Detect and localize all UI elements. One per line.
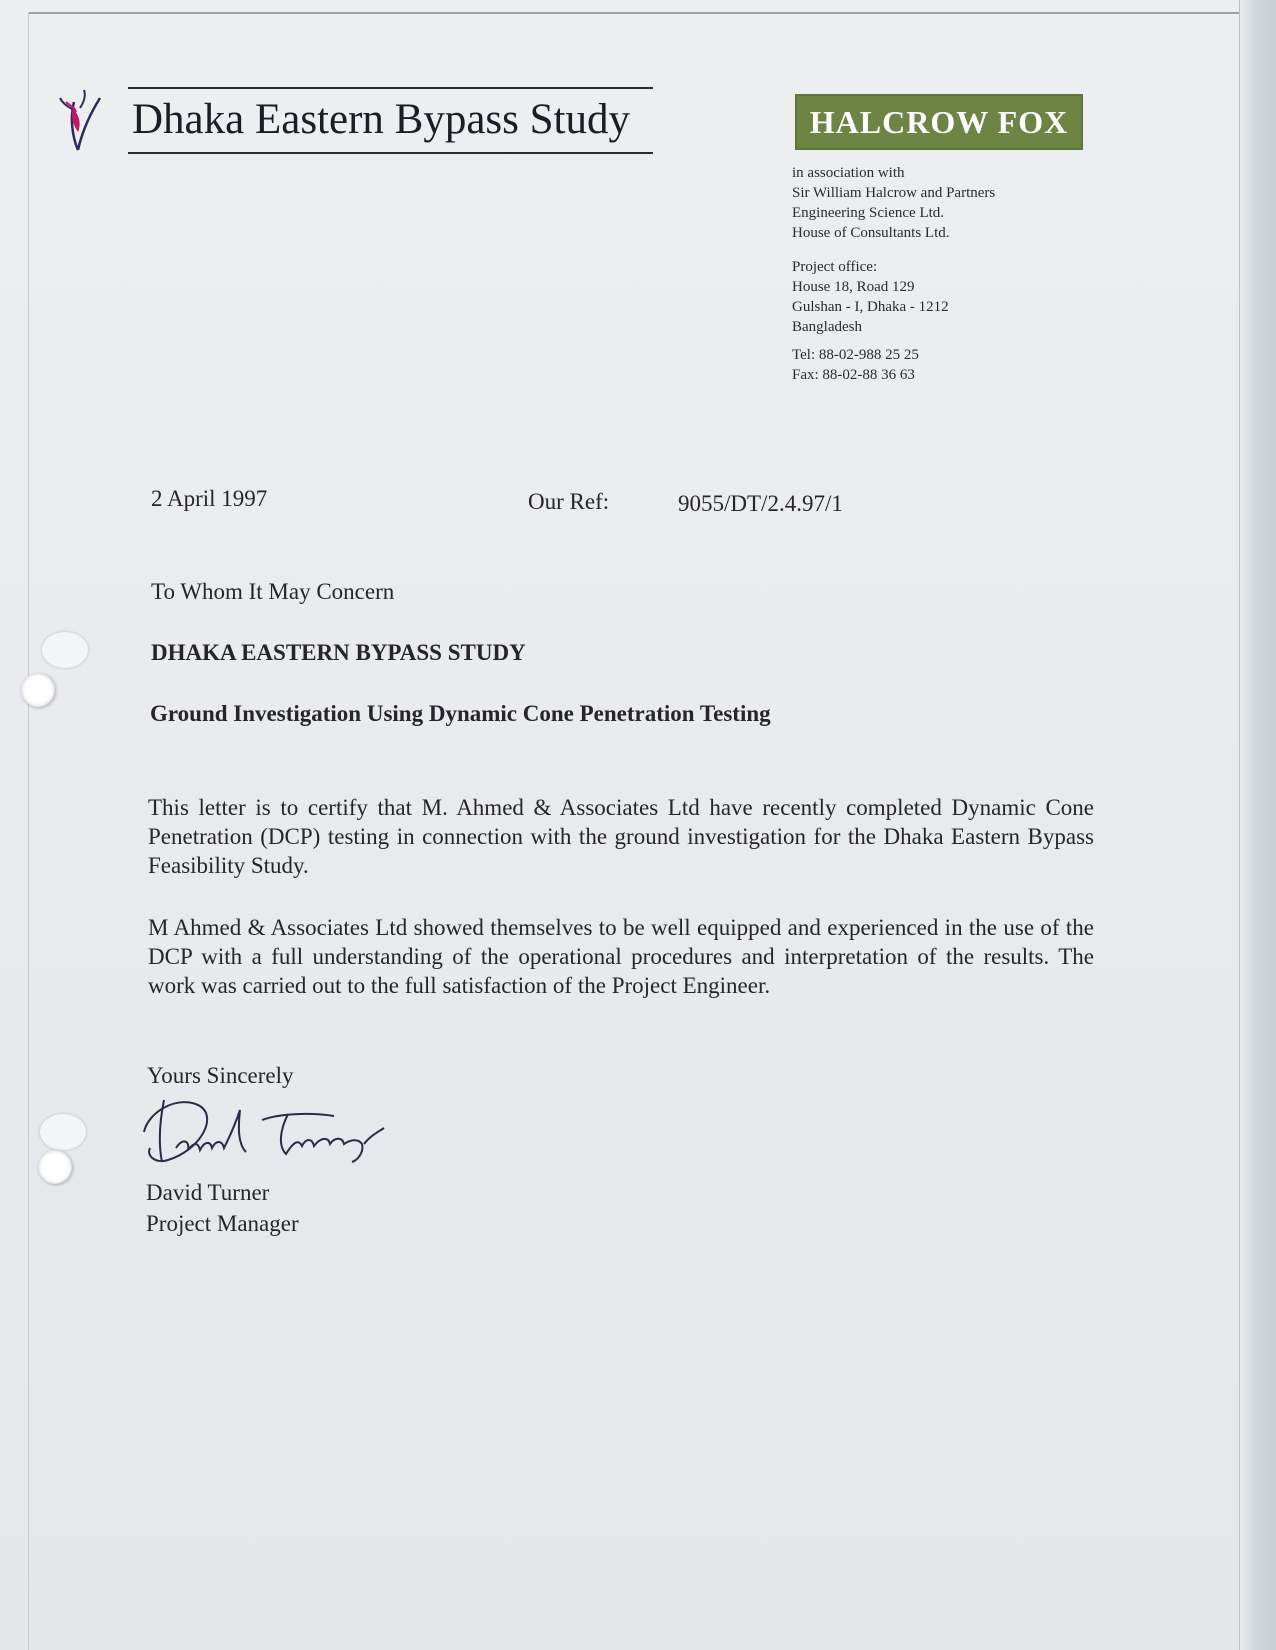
study-title: Dhaka Eastern Bypass Study	[132, 96, 631, 143]
letter-subheading: Ground Investigation Using Dynamic Cone Penetration Testing	[150, 701, 771, 726]
punch-hole	[21, 673, 55, 707]
closing: Yours Sincerely	[147, 1063, 294, 1088]
salutation: To Whom It May Concern	[151, 579, 395, 604]
letter-date: 2 April 1997	[151, 486, 268, 511]
phone-line: Tel: 88-02-988 25 25	[792, 347, 919, 363]
office-line: Bangladesh	[792, 319, 862, 335]
fax-line: Fax: 88-02-88 36 63	[792, 367, 915, 383]
association-line: in association with	[792, 165, 905, 181]
reference-value: 9055/DT/2.4.97/1	[678, 491, 843, 516]
page-top-edge	[28, 12, 1240, 14]
punch-hole-chip	[42, 632, 88, 668]
body-paragraph: M Ahmed & Associates Ltd showed themselves to be well equipped and experienced in the use of the DCP with a full understanding of the operational procedures and interpretation of the results. The work was carried out to the full satisfaction of the Project Engineer.	[148, 915, 1094, 998]
title-rule-top	[128, 87, 653, 89]
page-left-edge	[28, 12, 29, 1650]
body-paragraph: This letter is to certify that M. Ahmed & Associates Ltd have recently completed Dynamic Cone Penetration (DCP) testing in connection with the ground investigation for the Dhaka Eastern Bypass Feasibility Study.	[148, 795, 1094, 878]
association-line: House of Consultants Ltd.	[792, 225, 950, 241]
letter-heading: DHAKA EASTERN BYPASS STUDY	[151, 640, 526, 665]
office-line: Project office:	[792, 259, 878, 275]
signatory-title: Project Manager	[146, 1211, 299, 1236]
association-line: Engineering Science Ltd.	[792, 205, 945, 221]
signatory-name: David Turner	[146, 1180, 270, 1205]
signature	[138, 1092, 398, 1172]
page-right-edge	[1239, 0, 1276, 1650]
halcrow-fox-logo: HALCROW FOX	[795, 94, 1083, 150]
title-rule-bottom	[128, 152, 653, 154]
association-line: Sir William Halcrow and Partners	[792, 185, 996, 201]
punch-hole-chip	[40, 1114, 86, 1150]
reference-label: Our Ref:	[528, 489, 610, 514]
punch-hole	[38, 1150, 72, 1184]
office-line: Gulshan - I, Dhaka - 1212	[792, 299, 949, 315]
office-line: House 18, Road 129	[792, 279, 915, 295]
study-logo-icon	[56, 88, 106, 152]
